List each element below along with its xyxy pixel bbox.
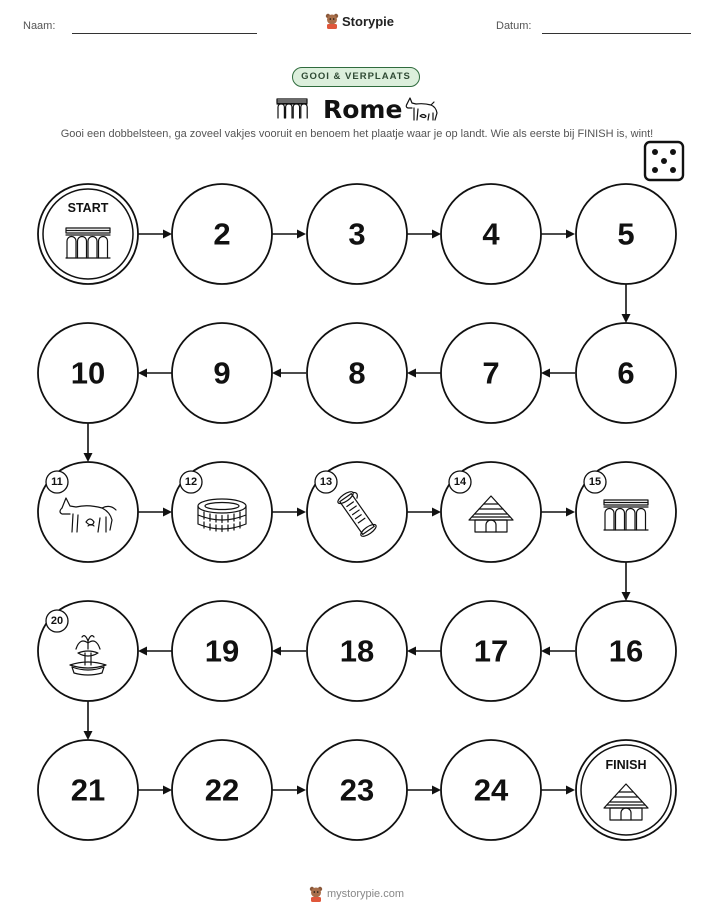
space-23 — [307, 740, 407, 840]
space-number: 16 — [608, 633, 644, 669]
space-finish — [576, 740, 676, 840]
space-number: 5 — [617, 216, 635, 252]
space-8 — [307, 323, 407, 423]
space-number: 21 — [70, 772, 106, 808]
space-3 — [307, 184, 407, 284]
game-type-badge: GOOI & VERPLAATS — [292, 67, 420, 87]
start-label: START — [67, 201, 109, 215]
space-number: 10 — [70, 355, 106, 391]
space-6 — [576, 323, 676, 423]
space-4 — [441, 184, 541, 284]
space-number: 24 — [473, 772, 509, 808]
space-15 — [576, 462, 676, 562]
space-number-badge: 20 — [50, 615, 64, 627]
space-10 — [38, 323, 138, 423]
space-number: 2 — [213, 216, 231, 252]
space-12 — [172, 462, 272, 562]
space-16 — [576, 601, 676, 701]
space-number-badge: 15 — [588, 476, 602, 488]
space-number: 17 — [473, 633, 509, 669]
space-number: 4 — [482, 216, 500, 252]
space-5 — [576, 184, 676, 284]
space-18 — [307, 601, 407, 701]
space-14 — [441, 462, 541, 562]
footer — [309, 886, 404, 902]
space-24 — [441, 740, 541, 840]
space-13 — [307, 462, 407, 562]
space-21 — [38, 740, 138, 840]
space-number: 7 — [482, 355, 500, 391]
space-17 — [441, 601, 541, 701]
space-start — [38, 184, 138, 284]
space-7 — [441, 323, 541, 423]
footer-site-link[interactable]: mystorypie.com — [327, 888, 405, 900]
space-number-badge: 14 — [453, 476, 467, 488]
space-number: 9 — [213, 355, 231, 391]
space-number: 18 — [339, 633, 375, 669]
finish-label: FINISH — [605, 758, 647, 772]
space-9 — [172, 323, 272, 423]
bear-mascot-icon — [309, 886, 323, 902]
date-label: Datum: — [496, 20, 532, 32]
space-22 — [172, 740, 272, 840]
space-number: 22 — [204, 772, 240, 808]
space-number: 19 — [204, 633, 240, 669]
space-number-badge: 11 — [51, 476, 63, 488]
space-number: 8 — [348, 355, 366, 391]
space-number: 3 — [348, 216, 366, 252]
space-number: 23 — [339, 772, 375, 808]
space-19 — [172, 601, 272, 701]
space-20 — [38, 601, 138, 701]
game-title: Rome — [323, 95, 403, 124]
instructions: Gooi een dobbelsteen, ga zoveel vakjes vooruit en benoem het plaatje waar je op landt. Wie als eerste bij FINISH is, wint! — [60, 128, 654, 140]
space-11 — [38, 462, 138, 562]
dice-icon — [645, 142, 683, 180]
space-number-badge: 12 — [184, 476, 198, 488]
space-number-badge: 13 — [319, 476, 333, 488]
name-label: Naam: — [23, 20, 56, 32]
brand-name: Storypie — [342, 13, 395, 29]
space-2 — [172, 184, 272, 284]
space-number: 6 — [617, 355, 635, 391]
